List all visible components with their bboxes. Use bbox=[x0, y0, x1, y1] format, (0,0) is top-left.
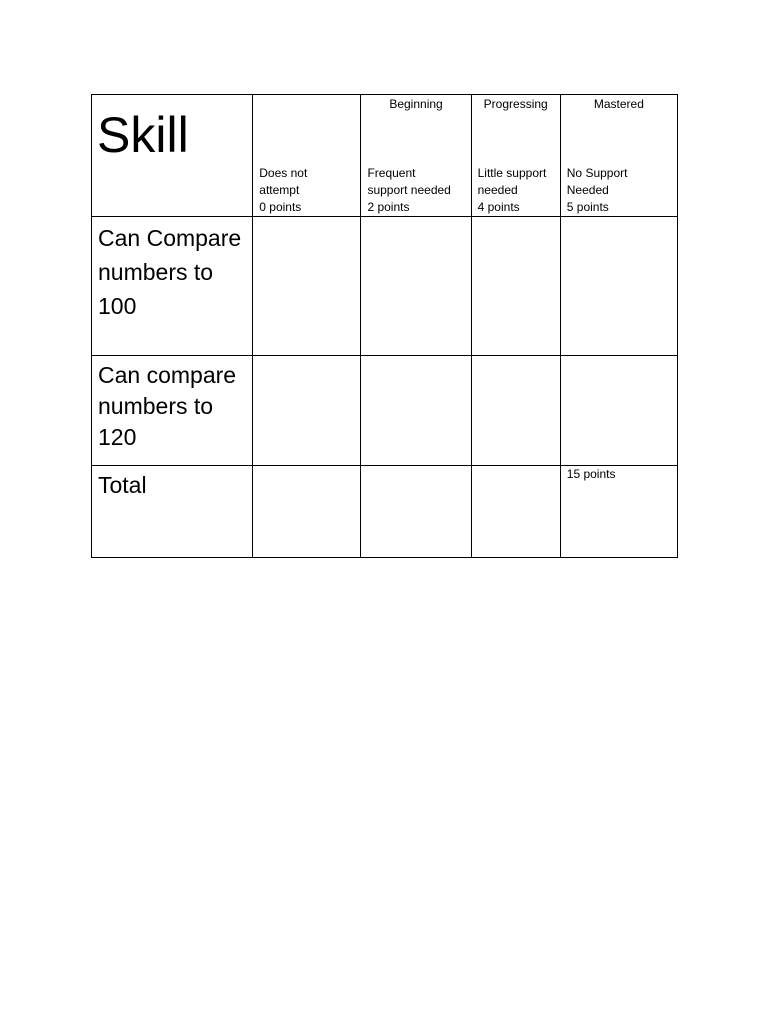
skill-label: Can compare numbers to 120 bbox=[98, 362, 237, 450]
criteria-points: 0 points bbox=[259, 200, 302, 214]
level-header-cell bbox=[253, 95, 361, 217]
criteria-line: support needed bbox=[367, 183, 451, 197]
criteria-line: Does not bbox=[259, 166, 308, 180]
level-criteria bbox=[567, 165, 675, 216]
level-header-cell bbox=[471, 95, 560, 217]
level-criteria bbox=[478, 165, 558, 216]
score-cell bbox=[471, 356, 560, 466]
total-cell bbox=[560, 466, 677, 558]
skill-row bbox=[92, 356, 678, 466]
total-points bbox=[253, 466, 360, 467]
total-points: 15 points bbox=[566, 467, 616, 481]
total-label: Total bbox=[98, 472, 147, 498]
score-cell bbox=[361, 217, 471, 356]
skill-header-cell bbox=[92, 95, 253, 217]
score-cell bbox=[560, 356, 677, 466]
level-label: Beginning bbox=[389, 97, 443, 111]
level-label: Progressing bbox=[483, 97, 548, 111]
level-criteria bbox=[367, 165, 468, 216]
level-label: Mastered bbox=[593, 97, 644, 111]
criteria-points: 5 points bbox=[566, 200, 609, 214]
skill-cell bbox=[92, 217, 253, 356]
criteria-line: No Support bbox=[566, 166, 628, 180]
header-row bbox=[92, 95, 678, 217]
total-points bbox=[472, 466, 560, 467]
score-cell bbox=[361, 356, 471, 466]
criteria-line: Frequent bbox=[367, 166, 416, 180]
level-criteria bbox=[259, 165, 358, 216]
total-cell bbox=[361, 466, 471, 558]
total-cell bbox=[253, 466, 361, 558]
level-header-cell bbox=[361, 95, 471, 217]
criteria-line: Needed bbox=[566, 183, 609, 197]
score-cell bbox=[253, 217, 361, 356]
total-row bbox=[92, 466, 678, 558]
total-label-cell bbox=[92, 466, 253, 558]
skill-label: Can Compare numbers to 100 bbox=[98, 225, 242, 319]
total-points bbox=[361, 466, 470, 467]
score-cell bbox=[560, 217, 677, 356]
rubric-table bbox=[91, 94, 678, 558]
skill-cell bbox=[92, 356, 253, 466]
skill-heading: Skill bbox=[97, 107, 189, 163]
skill-row bbox=[92, 217, 678, 356]
criteria-line: Little support bbox=[477, 166, 547, 180]
score-cell bbox=[253, 356, 361, 466]
criteria-line: needed bbox=[477, 183, 518, 197]
score-cell bbox=[471, 217, 560, 356]
level-header-cell bbox=[560, 95, 677, 217]
criteria-points: 4 points bbox=[477, 200, 520, 214]
criteria-line: attempt bbox=[259, 183, 300, 197]
total-cell bbox=[471, 466, 560, 558]
criteria-points: 2 points bbox=[367, 200, 410, 214]
